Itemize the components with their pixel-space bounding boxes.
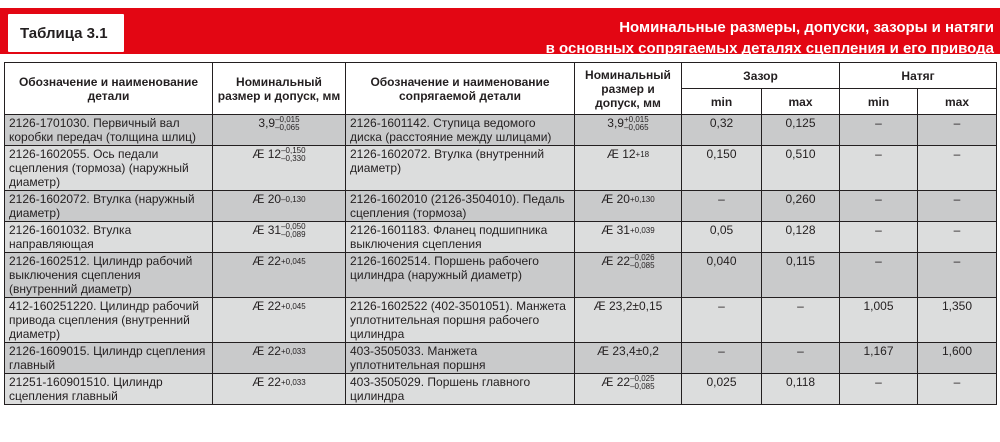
gap-min-cell: 0,32 (682, 115, 762, 146)
nom-tolerance-lower: –0,065 (275, 123, 300, 132)
nom-tolerance-lower: –0,330 (281, 154, 306, 163)
part-cell: 21251-160901510. Цилиндр сцепления главный (5, 374, 213, 405)
mnom-base: Æ 23,4±0,2 (597, 344, 659, 358)
mnom-tolerance (636, 151, 650, 159)
nominal-cell (213, 222, 346, 253)
table-row (5, 343, 997, 374)
mnom-tolerance-upper: +0,039 (629, 225, 655, 235)
table-row (5, 191, 997, 222)
gap-max-cell: 0,260 (762, 191, 840, 222)
part-cell: 2126-1701030. Первичный вал коробки передач (толщина шлиц) (5, 115, 213, 146)
nom-tolerance (281, 223, 305, 239)
mating-nominal-cell (575, 374, 682, 405)
header-band (0, 8, 1000, 57)
gap-min-cell: 0,025 (682, 374, 762, 405)
gap-max-cell: 0,128 (762, 222, 840, 253)
int-min-cell: – (840, 374, 918, 405)
mnom-base: Æ 20 (601, 192, 630, 206)
nominal-cell (213, 253, 346, 298)
mnom-tolerance-upper: +0,130 (629, 194, 655, 204)
tolerances-table (4, 62, 997, 405)
mating-nominal-cell (575, 146, 682, 191)
col-header-int-max: max (918, 89, 997, 115)
int-min-cell: 1,005 (840, 298, 918, 343)
nom-tolerance-upper: +0,045 (280, 301, 306, 311)
mnom-base: Æ 31 (601, 223, 630, 237)
mnom-tolerance (630, 375, 654, 391)
nom-tolerance-upper: –0,015 (275, 115, 300, 124)
gap-max-cell: 0,115 (762, 253, 840, 298)
part-cell: 2126-1609015. Цилиндр сцепления главный (5, 343, 213, 374)
mnom-tolerance-lower: –0,085 (630, 382, 655, 391)
nom-base: Æ 22 (252, 344, 281, 358)
mating-cell: 2126-1602514. Поршень рабочего цилиндра (наружный диаметр) (346, 253, 575, 298)
int-min-cell: – (840, 146, 918, 191)
nom-base: Æ 22 (252, 254, 281, 268)
int-max-cell: – (918, 115, 997, 146)
caption-line-2: в основных сопрягаемых деталях сцепления и его привода (545, 40, 994, 57)
gap-max-cell: 0,510 (762, 146, 840, 191)
nom-base: Æ 31 (252, 223, 282, 238)
nominal-cell (213, 343, 346, 374)
nom-tolerance-upper: –0,050 (281, 222, 306, 231)
mating-nominal-cell (575, 343, 682, 374)
table-caption (546, 17, 994, 59)
mnom-base: 3,9 (607, 116, 624, 131)
nominal-cell (213, 115, 346, 146)
nom-tolerance (281, 258, 306, 266)
nom-tolerance (281, 348, 306, 356)
nom-tolerance (281, 303, 306, 311)
table-row (5, 222, 997, 253)
nom-tolerance (281, 196, 305, 204)
mnom-base: Æ 23,2±0,15 (593, 299, 663, 313)
header (0, 0, 1000, 58)
col-header-mating: Обозначение и наименование сопрягаемой детали (346, 63, 575, 115)
nom-tolerance (281, 147, 305, 163)
table-row (5, 115, 997, 146)
mating-nominal-cell (575, 115, 682, 146)
part-cell: 412-160251220. Цилиндр рабочий привода сцепления (внутренний диаметр) (5, 298, 213, 343)
col-header-int-min: min (840, 89, 918, 115)
int-max-cell: – (918, 253, 997, 298)
int-min-cell: – (840, 253, 918, 298)
col-header-nominal: Номинальный размер и допуск, мм (213, 63, 346, 115)
nom-tolerance (281, 379, 306, 387)
int-max-cell: – (918, 374, 997, 405)
col-header-gap-max: max (762, 89, 840, 115)
mating-cell: 2126-1602072. Втулка (внутренний диаметр) (346, 146, 575, 191)
mating-cell: 2126-1602522 (402-3501051). Манжета уплотнительная поршня рабочего цилиндра (346, 298, 575, 343)
nom-tolerance-upper: +0,045 (280, 256, 306, 266)
nominal-cell (213, 298, 346, 343)
table-number-label: Таблица 3.1 (6, 12, 126, 54)
nom-base: Æ 20 (252, 192, 282, 206)
int-max-cell: 1,600 (918, 343, 997, 374)
int-min-cell: – (840, 222, 918, 253)
table-row (5, 298, 997, 343)
part-cell: 2126-1602512. Цилиндр рабочий выключения сцепления (внутренний диаметр) (5, 253, 213, 298)
table-row (5, 253, 997, 298)
gap-max-cell: – (762, 298, 840, 343)
mnom-tolerance (630, 254, 654, 270)
mnom-tolerance-lower: –0,065 (624, 123, 649, 132)
part-cell: 2126-1602055. Ось педали сцепления (тормоза) (наружный диаметр) (5, 146, 213, 191)
part-cell: 2126-1602072. Втулка (наружный диаметр) (5, 191, 213, 222)
nominal-cell (213, 146, 346, 191)
col-header-part: Обозначение и наименование детали (5, 63, 213, 115)
int-max-cell: – (918, 222, 997, 253)
int-max-cell: – (918, 191, 997, 222)
caption-line-1: Номинальные размеры, допуски, зазоры и натяги (619, 19, 994, 36)
nom-base: Æ 22 (252, 299, 281, 313)
mating-nominal-cell (575, 253, 682, 298)
mating-cell: 2126-1601142. Ступица ведомого диска (расстояние между шлицами) (346, 115, 575, 146)
mnom-tolerance-upper: +18 (635, 149, 650, 159)
table-row (5, 374, 997, 405)
gap-max-cell: – (762, 343, 840, 374)
mnom-tolerance (630, 227, 655, 235)
mating-cell: 2126-1601183. Фланец подшипника выключения сцепления (346, 222, 575, 253)
int-min-cell: – (840, 115, 918, 146)
nom-tolerance-lower: –0,089 (281, 230, 306, 239)
mating-cell: 403-3505029. Поршень главного цилиндра (346, 374, 575, 405)
gap-min-cell: 0,150 (682, 146, 762, 191)
gap-min-cell: – (682, 191, 762, 222)
nom-tolerance-upper: +0,033 (280, 377, 306, 387)
mnom-base: Æ 22 (601, 254, 631, 269)
gap-min-cell: 0,05 (682, 222, 762, 253)
part-cell: 2126-1601032. Втулка направляющая (5, 222, 213, 253)
nominal-cell (213, 191, 346, 222)
table-row (5, 146, 997, 191)
int-max-cell: – (918, 146, 997, 191)
gap-min-cell: 0,040 (682, 253, 762, 298)
nominal-cell (213, 374, 346, 405)
nom-tolerance (275, 116, 299, 132)
nom-tolerance-upper: +0,033 (280, 346, 306, 356)
mnom-tolerance-upper: +0,015 (623, 115, 649, 124)
mating-cell: 403-3505033. Манжета уплотнительная поршня (346, 343, 575, 374)
int-min-cell: – (840, 191, 918, 222)
gap-max-cell: 0,125 (762, 115, 840, 146)
mnom-tolerance-lower: –0,085 (630, 261, 655, 270)
mating-nominal-cell (575, 191, 682, 222)
nom-base: Æ 22 (252, 375, 281, 389)
mating-nominal-cell (575, 298, 682, 343)
mnom-base: Æ 22 (601, 375, 631, 390)
col-header-gap: Зазор (682, 63, 840, 89)
mnom-tolerance-upper: –0,025 (630, 374, 655, 383)
nom-base: Æ 12 (252, 147, 282, 162)
nom-tolerance-upper: –0,150 (281, 146, 306, 155)
gap-min-cell: – (682, 343, 762, 374)
mnom-base: Æ 12 (606, 147, 636, 161)
gap-max-cell: 0,118 (762, 374, 840, 405)
mnom-tolerance (624, 116, 649, 132)
gap-min-cell: – (682, 298, 762, 343)
mnom-tolerance (630, 196, 655, 204)
col-header-interference: Натяг (840, 63, 997, 89)
nom-tolerance-lower: –0,130 (281, 194, 306, 204)
int-max-cell: 1,350 (918, 298, 997, 343)
int-min-cell: 1,167 (840, 343, 918, 374)
mating-cell: 2126-1602010 (2126-3504010). Педаль сцепления (тормоза) (346, 191, 575, 222)
mating-nominal-cell (575, 222, 682, 253)
nom-base: 3,9 (258, 116, 276, 131)
mnom-tolerance-upper: –0,026 (630, 253, 655, 262)
col-header-nominal-mating: Номинальный размер и допуск, мм (575, 63, 682, 115)
col-header-gap-min: min (682, 89, 762, 115)
